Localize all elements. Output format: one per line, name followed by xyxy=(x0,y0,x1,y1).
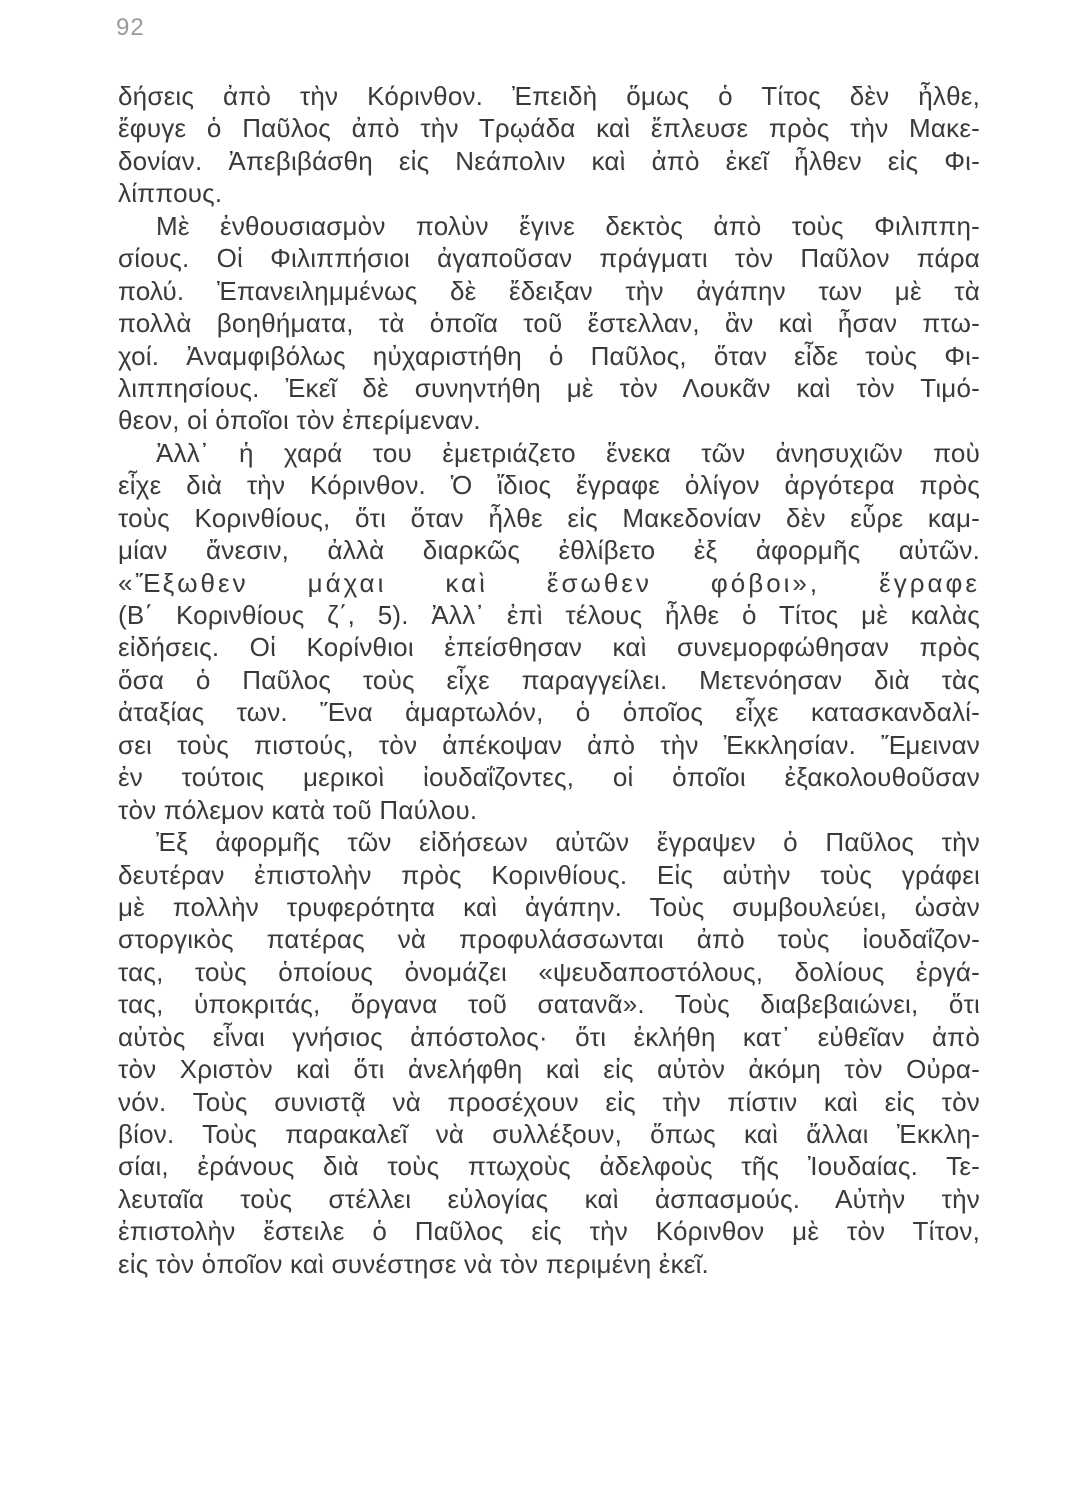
text-line: Μὲ ἐνθουσιασμὸν πολὺν ἔγινε δεκτὸς ἀπὸ τοὺς Φιλιππη- xyxy=(156,210,980,241)
text-line: ἔφυγε ὁ Παῦλος ἀπὸ τὴν Τρῳάδα καὶ ἔπλευσε πρὸς τὴν Μακε- xyxy=(118,113,980,144)
text-line: «Ἔξωθεν μάχαι καὶ ἔσωθεν φόβοι», ἔγραφε xyxy=(118,567,980,598)
text-line: δονίαν. Ἀπεβιβάσθη εἰς Νεάπολιν καὶ ἀπὸ ἐκεῖ ἦλθεν εἰς Φι- xyxy=(118,145,980,176)
text-line: σίους. Οἱ Φιλιππήσιοι ἀγαποῦσαν πράγματι τὸν Παῦλον πάρα xyxy=(118,243,980,274)
text-line: εἰς τὸν ὁποῖον καὶ συνέστησε νὰ τὸν περιμένη ἐκεῖ. xyxy=(118,1248,709,1279)
text-line: Ἀλλ᾽ ἡ χαρά του ἐμετριάζετο ἕνεκα τῶν ἀνησυχιῶν ποὺ xyxy=(156,437,980,468)
text-line: νόν. Τοὺς συνιστᾷ νὰ προσέχουν εἰς τὴν πίστιν καὶ εἰς τὸν xyxy=(118,1086,980,1117)
text-line: λιππησίους. Ἐκεῖ δὲ συνηντήθη μὲ τὸν Λουκᾶν καὶ τὸν Τιμό- xyxy=(118,372,980,403)
text-line: τας, ὑποκριτάς, ὄργανα τοῦ σατανᾶ». Τοὺς διαβεβαιώνει, ὅτι xyxy=(118,989,980,1020)
text-line: μὲ πολλὴν τρυφερότητα καὶ ἀγάπην. Τοὺς συμβουλεύει, ὡσὰν xyxy=(118,891,980,922)
text-line: θεον, οἱ ὁποῖοι τὸν ἐπερίμεναν. xyxy=(118,405,481,436)
text-line: λευταῖα τοὺς στέλλει εὐλογίας καὶ ἀσπασμούς. Αὐτὴν τὴν xyxy=(118,1183,980,1214)
text-line: ἐπιστολὴν ἔστειλε ὁ Παῦλος εἰς τὴν Κόρινθον μὲ τὸν Τίτον, xyxy=(118,1216,980,1247)
text-line: σίαι, ἐράνους διὰ τοὺς πτωχοὺς ἀδελφοὺς τῆς Ἰουδαίας. Τε- xyxy=(118,1151,980,1182)
text-line: πολύ. Ἐπανειλημμένως δὲ ἔδειξαν τὴν ἀγάπην των μὲ τὰ xyxy=(118,275,980,306)
text-line: εἰδήσεις. Οἱ Κορίνθιοι ἐπείσθησαν καὶ συνεμορφώθησαν πρὸς xyxy=(118,632,980,663)
text-line: λίππους. xyxy=(118,178,223,209)
text-line: ὅσα ὁ Παῦλος τοὺς εἶχε παραγγείλει. Μετενόησαν διὰ τὰς xyxy=(118,664,980,695)
page-number: 92 xyxy=(116,14,145,41)
text-line: αὐτὸς εἶναι γνήσιος ἀπόστολος· ὅτι ἐκλήθη κατ᾽ εὐθεῖαν ἀπὸ xyxy=(118,1021,980,1052)
text-line: τας, τοὺς ὁποίους ὀνομάζει «ψευδαποστόλους, δολίους ἐργά- xyxy=(118,956,980,987)
text-line: (Β΄ Κορινθίους ζ΄, 5). Ἀλλ᾽ ἐπὶ τέλους ἦλθε ὁ Τίτος μὲ καλὰς xyxy=(118,600,980,630)
text-line: σει τοὺς πιστούς, τὸν ἀπέκοψαν ἀπὸ τὴν Ἐκκλησίαν. Ἔμειναν xyxy=(118,729,980,760)
text-line: μίαν ἄνεσιν, ἀλλὰ διαρκῶς ἐθλίβετο ἐξ ἀφορμῆς αὐτῶν. xyxy=(118,535,980,566)
text-line: στοργικὸς πατέρας νὰ προφυλάσσωνται ἀπὸ τοὺς ἰουδαΐζον- xyxy=(118,924,980,955)
text-line: ἐν τούτοις μερικοὶ ἰουδαΐζοντες, οἱ ὁποῖοι ἐξακολουθοῦσαν xyxy=(118,762,980,793)
text-line: βίον. Τοὺς παρακαλεῖ νὰ συλλέξουν, ὅπως καὶ ἄλλαι Ἐκκλη- xyxy=(118,1119,980,1149)
text-line: τὸν πόλεμον κατὰ τοῦ Παύλου. xyxy=(118,794,478,825)
text-line: δήσεις ἀπὸ τὴν Κόρινθον. Ἐπειδὴ ὅμως ὁ Τίτος δὲν ἦλθε, xyxy=(118,81,980,111)
text-line: εἶχε διὰ τὴν Κόρινθον. Ὁ ἴδιος ἔγραφε ὀλίγον ἀργότερα πρὸς xyxy=(118,470,980,501)
text-line: ἀταξίας των. Ἕνα ἁμαρτωλόν, ὁ ὁποῖος εἶχε κατασκανδαλί- xyxy=(118,697,980,728)
text-line: Ἐξ ἀφορμῆς τῶν εἰδήσεων αὐτῶν ἔγραψεν ὁ Παῦλος τὴν xyxy=(156,827,980,858)
text-line: τοὺς Κορινθίους, ὅτι ὅταν ἦλθε εἰς Μακεδονίαν δὲν εὗρε καμ- xyxy=(118,502,980,533)
text-line: τὸν Χριστὸν καὶ ὅτι ἀνελήφθη καὶ εἰς αὐτὸν ἀκόμη τὸν Οὐρα- xyxy=(118,1054,980,1085)
text-line: χοί. Ἀναμφιβόλως ηὐχαριστήθη ὁ Παῦλος, ὅταν εἶδε τοὺς Φι- xyxy=(118,340,980,371)
text-line: δευτέραν ἐπιστολὴν πρὸς Κορινθίους. Εἰς αὐτὴν τοὺς γράφει xyxy=(118,859,980,890)
text-line: πολλὰ βοηθήματα, τὰ ὁποῖα τοῦ ἔστελλαν, ἂν καὶ ἦσαν πτω- xyxy=(118,308,980,339)
text-body xyxy=(118,80,980,1280)
